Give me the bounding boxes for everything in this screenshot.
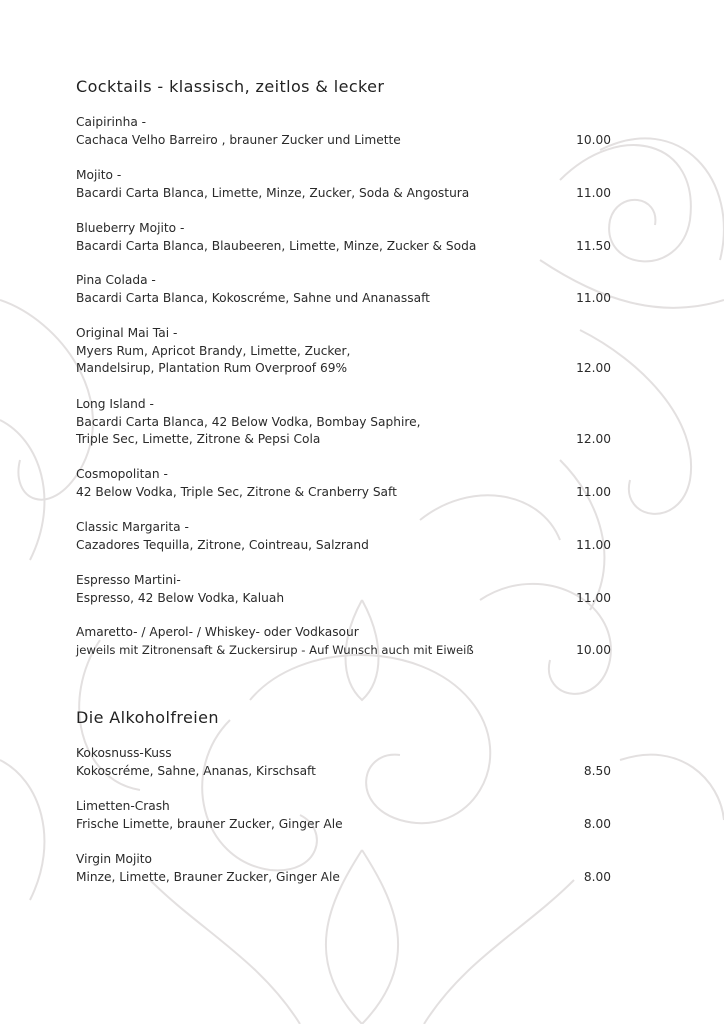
menu-item-mai-tai xyxy=(76,325,611,378)
menu-item-sours xyxy=(76,624,611,659)
menu-item-caipirinha xyxy=(76,114,611,149)
menu-item-blueberry-mojito xyxy=(76,220,611,255)
menu-item-long-island xyxy=(76,396,611,449)
item-description: Minze, Limette, Brauner Zucker, Ginger Ale xyxy=(76,869,340,884)
menu-item-cosmopolitan xyxy=(76,466,611,501)
item-price: 11.00 xyxy=(576,290,611,305)
section-title-cocktails: Cocktails - klassisch, zeitlos & lecker xyxy=(76,77,385,96)
item-price: 11.00 xyxy=(576,537,611,552)
menu-item-mojito xyxy=(76,167,611,202)
item-description: Bacardi Carta Blanca, Blaubeeren, Limette, Minze, Zucker & Soda xyxy=(76,238,477,253)
menu-item-margarita xyxy=(76,519,611,554)
item-description: Bacardi Carta Blanca, Kokoscréme, Sahne und Ananassaft xyxy=(76,290,430,305)
menu-item-pina-colada xyxy=(76,272,611,307)
menu-item-kokosnuss-kuss xyxy=(76,745,611,780)
item-description: Frische Limette, brauner Zucker, Ginger Ale xyxy=(76,816,343,831)
item-price: 8.00 xyxy=(583,816,611,831)
item-price: 8.50 xyxy=(583,763,611,778)
item-name: Cosmopolitan - xyxy=(76,467,168,481)
item-price: 11.00 xyxy=(576,590,611,605)
item-price: 10.00 xyxy=(576,132,611,147)
item-description: Triple Sec, Limette, Zitrone & Pepsi Cola xyxy=(76,432,321,447)
item-description: Myers Rum, Apricot Brandy, Limette, Zucker, xyxy=(76,343,351,358)
item-description: Cazadores Tequilla, Zitrone, Cointreau, Salzrand xyxy=(76,537,369,552)
item-name: Pina Colada - xyxy=(76,273,156,287)
item-description: Kokoscréme, Sahne, Ananas, Kirschsaft xyxy=(76,763,316,778)
item-name: Mojito - xyxy=(76,168,122,182)
item-price: 8.00 xyxy=(583,869,611,884)
item-name: Original Mai Tai - xyxy=(76,326,178,340)
item-description: Mandelsirup, Plantation Rum Overproof 69% xyxy=(76,361,348,376)
item-name: Kokosnuss-Kuss xyxy=(76,746,172,760)
item-description: 42 Below Vodka, Triple Sec, Zitrone & Cranberry Saft xyxy=(76,484,397,499)
item-description: jeweils mit Zitronensaft & Zuckersirup - Auf Wunsch auch mit Eiweiß xyxy=(76,642,474,657)
item-description: Espresso, 42 Below Vodka, Kaluah xyxy=(76,590,285,605)
item-description: Cachaca Velho Barreiro , brauner Zucker und Limette xyxy=(76,132,401,147)
item-price: 11.50 xyxy=(576,238,611,253)
item-name: Caipirinha - xyxy=(76,115,147,129)
item-name: Virgin Mojito xyxy=(76,852,152,866)
menu-item-virgin-mojito xyxy=(76,851,611,886)
item-name: Amaretto- / Aperol- / Whiskey- oder Vodkasour xyxy=(76,625,359,639)
item-name: Limetten-Crash xyxy=(76,799,170,813)
item-price: 11.00 xyxy=(576,185,611,200)
section-title-non-alcoholic: Die Alkoholfreien xyxy=(76,708,219,727)
item-price: 12.00 xyxy=(576,432,611,447)
item-name: Blueberry Mojito - xyxy=(76,221,185,235)
item-price: 11.00 xyxy=(576,484,611,499)
item-name: Long Island - xyxy=(76,397,154,411)
item-name: Classic Margarita - xyxy=(76,520,189,534)
menu-item-espresso-martini xyxy=(76,572,611,607)
item-price: 10.00 xyxy=(576,642,611,657)
item-price: 12.00 xyxy=(576,361,611,376)
item-name: Espresso Martini- xyxy=(76,573,181,587)
item-description: Bacardi Carta Blanca, 42 Below Vodka, Bombay Saphire, xyxy=(76,414,421,429)
item-description: Bacardi Carta Blanca, Limette, Minze, Zucker, Soda & Angostura xyxy=(76,185,470,200)
menu-item-limetten-crash xyxy=(76,798,611,833)
